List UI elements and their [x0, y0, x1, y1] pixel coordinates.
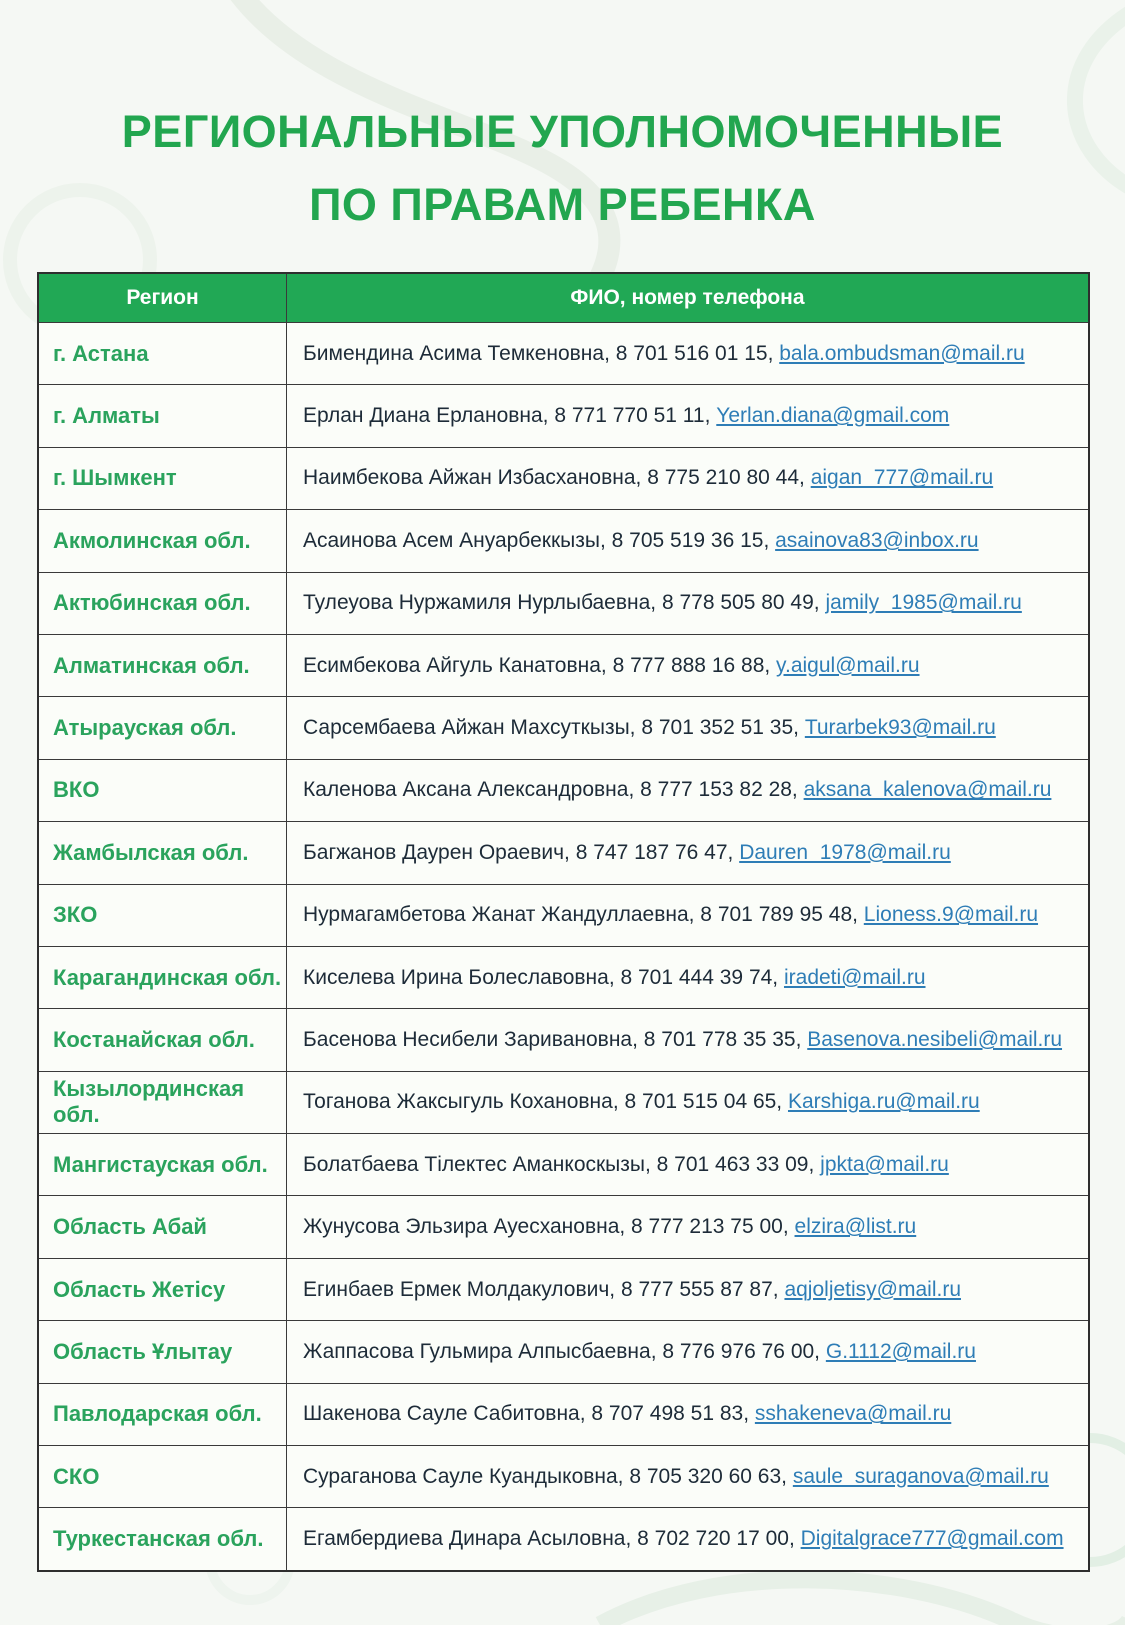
contact-cell: [287, 1321, 1088, 1382]
contact-cell: [287, 1446, 1088, 1507]
contact-cell: [287, 323, 1088, 384]
email-link[interactable]: Digitalgrace777@gmail.com: [800, 1527, 1064, 1551]
email-link[interactable]: Karshiga.ru@mail.ru: [787, 1090, 980, 1114]
contact-name-phone: Сураганова Сауле Куандыковна, 8 705 320 60 63,: [303, 1464, 793, 1488]
region-cell: г. Алматы: [39, 385, 287, 446]
table-header-row: [39, 274, 1088, 322]
contact-cell: [287, 822, 1088, 883]
contact-name-phone: Ерлан Диана Ерлановна, 8 771 770 51 11,: [303, 404, 717, 428]
page-title: [0, 96, 1125, 242]
table-row: [39, 1320, 1088, 1382]
contacts-table: [37, 272, 1090, 1572]
contact-cell: [287, 885, 1088, 946]
contact-cell: [287, 448, 1088, 509]
table-row: [39, 1195, 1088, 1257]
region-cell: Жамбылская обл.: [39, 822, 287, 883]
email-link[interactable]: Lioness.9@mail.ru: [863, 903, 1039, 927]
region-cell: г. Шымкент: [39, 448, 287, 509]
page-title-line1: РЕГИОНАЛЬНЫЕ УПОЛНОМОЧЕННЫЕ: [121, 106, 1004, 157]
table-row: [39, 634, 1088, 696]
region-cell: Кызылординская обл.: [39, 1072, 287, 1133]
contact-name-phone: Наимбекова Айжан Избасхановна, 8 775 210 80 44,: [303, 466, 811, 490]
header-region: Регион: [39, 274, 287, 322]
region-cell: Туркестанская обл.: [39, 1508, 287, 1569]
table-row: [39, 322, 1088, 384]
table-body: [39, 322, 1088, 1570]
contact-name-phone: Асаинова Асем Ануарбеккызы, 8 705 519 36 15,: [303, 528, 776, 552]
contact-name-phone: Киселева Ирина Болеславовна, 8 701 444 39 74,: [303, 965, 784, 989]
contact-name-phone: Егамбердиева Динара Асыловна, 8 702 720 17 00,: [303, 1527, 801, 1551]
contact-name-phone: Шакенова Сауле Сабитовна, 8 707 498 51 83,: [303, 1402, 755, 1426]
email-link[interactable]: sshakeneva@mail.ru: [754, 1402, 952, 1426]
contact-cell: [287, 1134, 1088, 1195]
region-cell: Мангистауская обл.: [39, 1134, 287, 1195]
table-row: [39, 447, 1088, 509]
contact-cell: [287, 1384, 1088, 1445]
table-row: [39, 509, 1088, 571]
email-link[interactable]: y.aigul@mail.ru: [776, 653, 920, 677]
contact-name-phone: Нурмагамбетова Жанат Жандуллаевна, 8 701 789 95 48,: [303, 903, 864, 927]
contact-cell: [287, 1259, 1088, 1320]
contact-name-phone: Жунусова Эльзира Ауесхановна, 8 777 213 75 00,: [303, 1215, 795, 1239]
region-cell: Актюбинская обл.: [39, 573, 287, 634]
email-link[interactable]: Yerlan.diana@gmail.com: [716, 404, 950, 428]
region-cell: СКО: [39, 1446, 287, 1507]
email-link[interactable]: iradeti@mail.ru: [783, 965, 926, 989]
region-cell: Область Жетісу: [39, 1259, 287, 1320]
region-cell: г. Астана: [39, 323, 287, 384]
table-row: [39, 1008, 1088, 1070]
contact-cell: [287, 635, 1088, 696]
table-row: [39, 1507, 1088, 1569]
region-cell: Область Абай: [39, 1196, 287, 1257]
table-row: [39, 572, 1088, 634]
email-link[interactable]: aqjoljetisy@mail.ru: [784, 1277, 961, 1301]
contact-name-phone: Егинбаев Ермек Молдакулович, 8 777 555 87 87,: [303, 1277, 785, 1301]
table-row: [39, 384, 1088, 446]
email-link[interactable]: aksana_kalenova@mail.ru: [803, 778, 1052, 802]
email-link[interactable]: saule_suraganova@mail.ru: [792, 1464, 1049, 1488]
contact-cell: [287, 697, 1088, 758]
email-link[interactable]: Basenova.nesibeli@mail.ru: [807, 1027, 1063, 1051]
region-cell: Алматинская обл.: [39, 635, 287, 696]
email-link[interactable]: bala.ombudsman@mail.ru: [779, 341, 1025, 365]
region-cell: Карагандинская обл.: [39, 947, 287, 1008]
contact-name-phone: Каленова Аксана Александровна, 8 777 153 82 28,: [303, 778, 804, 802]
table-row: [39, 759, 1088, 821]
region-cell: Костанайская обл.: [39, 1009, 287, 1070]
table-row: [39, 821, 1088, 883]
email-link[interactable]: jamily_1985@mail.ru: [825, 591, 1022, 615]
region-cell: Акмолинская обл.: [39, 510, 287, 571]
contact-name-phone: Басенова Несибели Заривановна, 8 701 778 35 35,: [303, 1027, 808, 1051]
contact-cell: [287, 1196, 1088, 1257]
contact-cell: [287, 1072, 1088, 1133]
email-link[interactable]: Turarbek93@mail.ru: [804, 716, 996, 740]
contact-cell: [287, 510, 1088, 571]
region-cell: Область Ұлытау: [39, 1321, 287, 1382]
contact-name-phone: Тоганова Жаксыгуль Кохановна, 8 701 515 04 65,: [303, 1090, 788, 1114]
email-link[interactable]: Dauren_1978@mail.ru: [739, 840, 951, 864]
contact-cell: [287, 1508, 1088, 1569]
table-row: [39, 884, 1088, 946]
email-link[interactable]: elzira@list.ru: [794, 1215, 917, 1239]
table-row: [39, 1258, 1088, 1320]
region-cell: ВКО: [39, 760, 287, 821]
contact-name-phone: Сарсембаева Айжан Махсуткызы, 8 701 352 51 35,: [303, 716, 805, 740]
contact-cell: [287, 573, 1088, 634]
contact-name-phone: Болатбаева Тілектес Аманкоскызы, 8 701 463 33 09,: [303, 1152, 821, 1176]
email-link[interactable]: aigan_777@mail.ru: [810, 466, 994, 490]
region-cell: ЗКО: [39, 885, 287, 946]
table-row: [39, 696, 1088, 758]
contact-cell: [287, 760, 1088, 821]
header-contact: ФИО, номер телефона: [570, 286, 805, 309]
table-row: [39, 946, 1088, 1008]
table-row: [39, 1071, 1088, 1133]
contact-name-phone: Багжанов Даурен Ораевич, 8 747 187 76 47,: [303, 840, 740, 864]
table-row: [39, 1445, 1088, 1507]
table-row: [39, 1383, 1088, 1445]
page-title-line2: ПО ПРАВАМ РЕБЕНКА: [309, 178, 816, 230]
contact-cell: [287, 947, 1088, 1008]
contact-name-phone: Жаппасова Гульмира Алпысбаевна, 8 776 976 76 00,: [303, 1339, 826, 1363]
region-cell: Атырауская обл.: [39, 697, 287, 758]
contact-name-phone: Бимендина Асима Темкеновна, 8 701 516 01 15,: [303, 341, 780, 365]
contact-cell: [287, 1009, 1088, 1070]
email-link[interactable]: asainova83@inbox.ru: [775, 528, 979, 552]
table-row: [39, 1133, 1088, 1195]
contact-cell: [287, 385, 1088, 446]
email-link[interactable]: jpkta@mail.ru: [820, 1152, 949, 1176]
region-cell: Павлодарская обл.: [39, 1384, 287, 1445]
email-link[interactable]: G.1112@mail.ru: [825, 1339, 976, 1363]
contact-name-phone: Есимбекова Айгуль Канатовна, 8 777 888 16 88,: [303, 653, 777, 677]
contact-name-phone: Тулеуова Нуржамиля Нурлыбаевна, 8 778 505 80 49,: [303, 591, 826, 615]
